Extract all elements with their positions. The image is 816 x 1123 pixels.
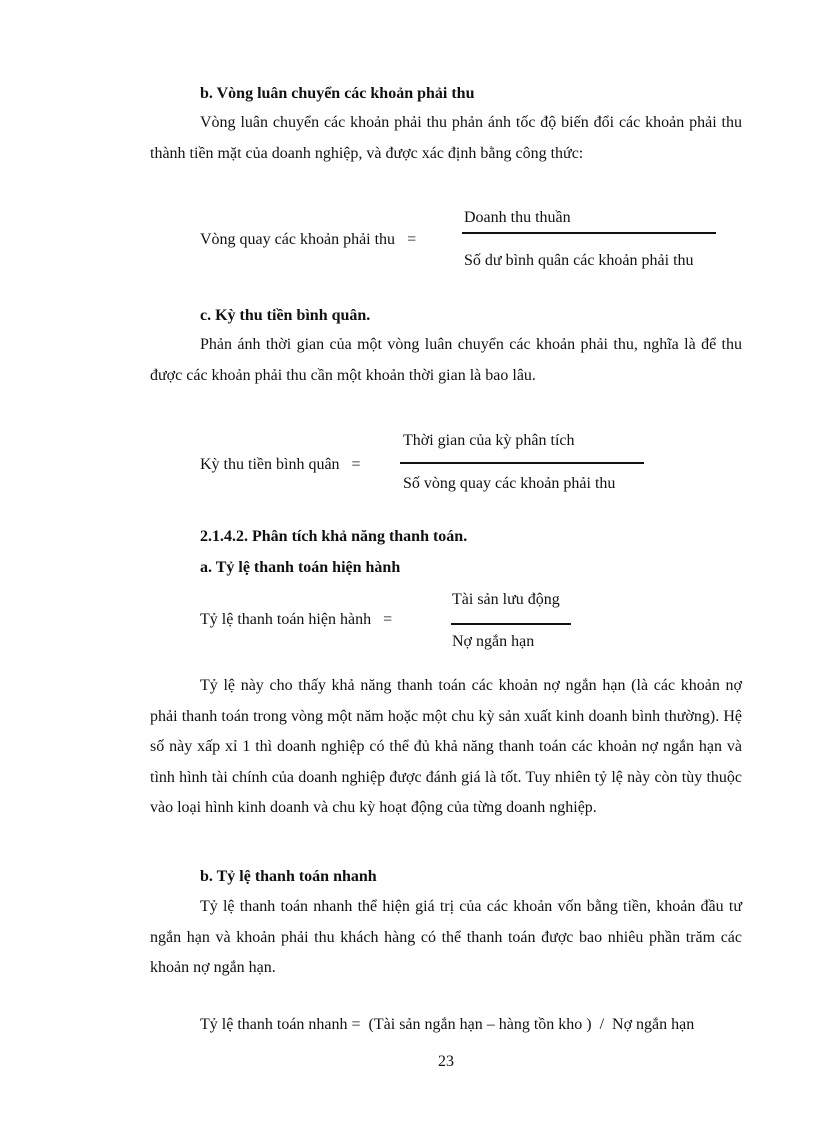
fraction-bar <box>462 232 716 234</box>
formula-numerator: Doanh thu thuần <box>464 209 571 226</box>
heading-liquidity-analysis: 2.1.4.2. Phân tích khả năng thanh toán. <box>200 528 468 545</box>
formula-label-text: Kỳ thu tiền bình quân <box>200 456 340 473</box>
equals-sign: = <box>407 231 417 248</box>
formula-quick-ratio: Tỷ lệ thanh toán nhanh = (Tài sản ngắn hạn – hàng tồn kho ) / Nợ ngắn hạn <box>200 1016 695 1033</box>
equals-sign: = <box>383 611 393 628</box>
fraction-bar <box>400 462 644 464</box>
paragraph-average-collection-period: Phản ánh thời gian của một vòng luân chuyển các khoản phải thu, nghĩa là để thu được các khoản phải thu cần một khoản thời gian là bao lâu. <box>150 336 742 384</box>
formula-label-collection-period <box>200 454 361 476</box>
formula-label-text: Tỷ lệ thanh toán hiện hành <box>200 611 372 628</box>
formula-label-receivables-turnover <box>200 229 416 251</box>
formula-label-current-ratio <box>200 609 392 631</box>
paragraph-quick-ratio: Tỷ lệ thanh toán nhanh thể hiện giá trị của các khoản vốn bằng tiền, khoản đầu tư ngắn hạn và khoản phải thu khách hàng có thể thanh toán được bao nhiêu phần trăm các khoản nợ ngắn hạn. <box>150 898 742 976</box>
paragraph-current-ratio: Tỷ lệ này cho thấy khả năng thanh toán các khoản nợ ngắn hạn (là các khoản nợ phải thanh toán trong vòng một năm hoặc một chu kỳ sản xuất kinh doanh bình thường). Hệ số này xấp xỉ 1 thì doanh nghiệp có thể đủ khả năng thanh toán các khoản nợ ngắn hạn và tình hình tài chính của doanh nghiệp được đánh giá là tốt. Tuy nhiên tỷ lệ này còn tùy thuộc vào loại hình kinh doanh và chu kỳ hoạt động của từng doanh nghiệp. <box>150 677 742 816</box>
formula-denominator: Số vòng quay các khoản phải thu <box>403 475 616 492</box>
heading-average-collection-period: c. Kỳ thu tiền bình quân. <box>200 307 371 324</box>
formula-numerator: Thời gian của kỳ phân tích <box>403 432 575 449</box>
heading-receivables-turnover: b. Vòng luân chuyển các khoản phải thu <box>200 85 475 102</box>
page-number: 23 <box>438 1053 454 1070</box>
formula-numerator: Tài sản lưu động <box>452 591 560 608</box>
formula-label-text: Vòng quay các khoản phải thu <box>200 231 396 248</box>
formula-denominator: Số dư bình quân các khoản phải thu <box>464 252 694 269</box>
equals-sign: = <box>351 456 361 473</box>
formula-denominator: Nợ ngắn hạn <box>452 633 535 650</box>
paragraph-receivables-turnover: Vòng luân chuyển các khoản phải thu phản ánh tốc độ biến đổi các khoản phải thu thành tiền mặt của doanh nghiệp, và được xác định bằng công thức: <box>150 114 742 162</box>
heading-quick-ratio: b. Tỷ lệ thanh toán nhanh <box>200 868 377 885</box>
fraction-bar <box>451 623 571 625</box>
heading-current-ratio: a. Tỷ lệ thanh toán hiện hành <box>200 559 401 576</box>
